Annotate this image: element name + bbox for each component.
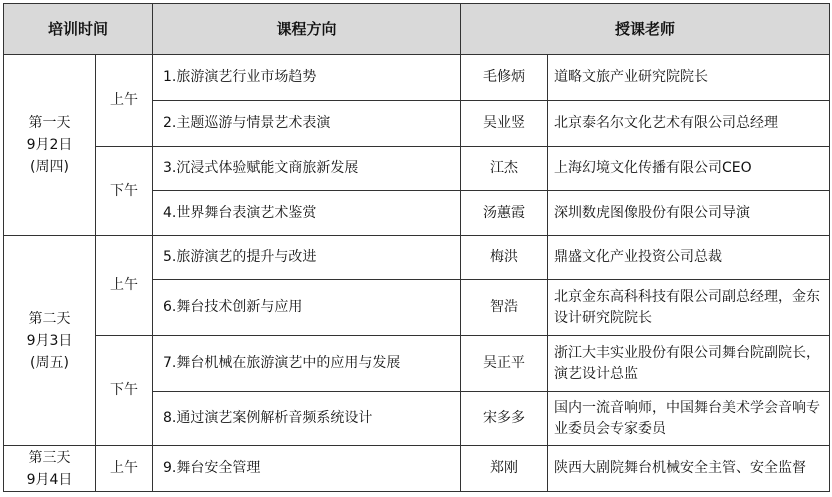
day-weekday: (周五): [30, 354, 69, 371]
topic-cell: 8.通过演艺案例解析音频系统设计: [153, 392, 461, 446]
session-cell: 上午: [96, 446, 153, 492]
table-row: [4, 55, 830, 101]
day-cell: [4, 236, 96, 446]
header-training-time: 培训时间: [4, 4, 153, 55]
teacher-cell: 汤蕙霞: [461, 191, 548, 236]
session-cell: 上午: [96, 236, 153, 336]
org-cell: 上海幻境文化传播有限公司CEO: [548, 147, 830, 191]
topic-cell: 6.舞台技术创新与应用: [153, 280, 461, 336]
day-name: 第一天: [28, 115, 71, 131]
day-date: 9月2日: [26, 137, 73, 153]
header-teacher: 授课老师: [461, 4, 830, 55]
topic-cell: 5.旅游演艺的提升与改进: [153, 236, 461, 280]
table-row: [4, 446, 830, 492]
topic-cell: 4.世界舞台表演艺术鉴赏: [153, 191, 461, 236]
session-cell: 下午: [96, 336, 153, 446]
day-name: 第三天: [28, 449, 71, 466]
org-cell: 鼎盛文化产业投资公司总裁: [548, 236, 830, 280]
topic-cell: 2.主题巡游与情景艺术表演: [153, 101, 461, 147]
day-name: 第二天: [28, 310, 71, 327]
header-row: [4, 4, 830, 55]
day-date: 9月3日: [26, 332, 73, 349]
org-cell: 国内一流音响师，中国舞台美术学会音响专业委员会专家委员: [548, 392, 830, 446]
teacher-cell: 智浩: [461, 280, 548, 336]
teacher-cell: 郑刚: [461, 446, 548, 492]
org-cell: 道略文旅产业研究院院长: [548, 55, 830, 101]
table-row: [4, 236, 830, 280]
teacher-cell: 梅洪: [461, 236, 548, 280]
teacher-cell: 吴业竖: [461, 101, 548, 147]
org-cell: 北京金东高科科技有限公司副总经理，金东设计研究院院长: [548, 280, 830, 336]
table-row: [4, 147, 830, 191]
header-course-direction: 课程方向: [153, 4, 461, 55]
session-cell: 上午: [96, 55, 153, 147]
topic-cell: 9.舞台安全管理: [153, 446, 461, 492]
org-cell: 浙江大丰实业股份有限公司舞台院副院长，演艺设计总监: [548, 336, 830, 392]
org-cell: 北京泰名尔文化艺术有限公司总经理: [548, 101, 830, 147]
topic-cell: 3.沉浸式体验赋能文商旅新发展: [153, 147, 461, 191]
day-cell: [4, 55, 96, 236]
topic-cell: 7.舞台机械在旅游演艺中的应用与发展: [153, 336, 461, 392]
table-row: [4, 336, 830, 392]
org-cell: 陕西大剧院舞台机械安全主管、安全监督: [548, 446, 830, 492]
teacher-cell: 江杰: [461, 147, 548, 191]
day-cell: [4, 446, 96, 492]
day-date: 9月4日: [26, 471, 73, 488]
teacher-cell: 宋多多: [461, 392, 548, 446]
training-schedule-table: [3, 3, 830, 492]
day-weekday: (周四): [30, 159, 69, 175]
topic-cell: 1.旅游演艺行业市场趋势: [153, 55, 461, 101]
session-cell: 下午: [96, 147, 153, 236]
teacher-cell: 毛修炳: [461, 55, 548, 101]
org-cell: 深圳数虎图像股份有限公司导演: [548, 191, 830, 236]
teacher-cell: 吴正平: [461, 336, 548, 392]
